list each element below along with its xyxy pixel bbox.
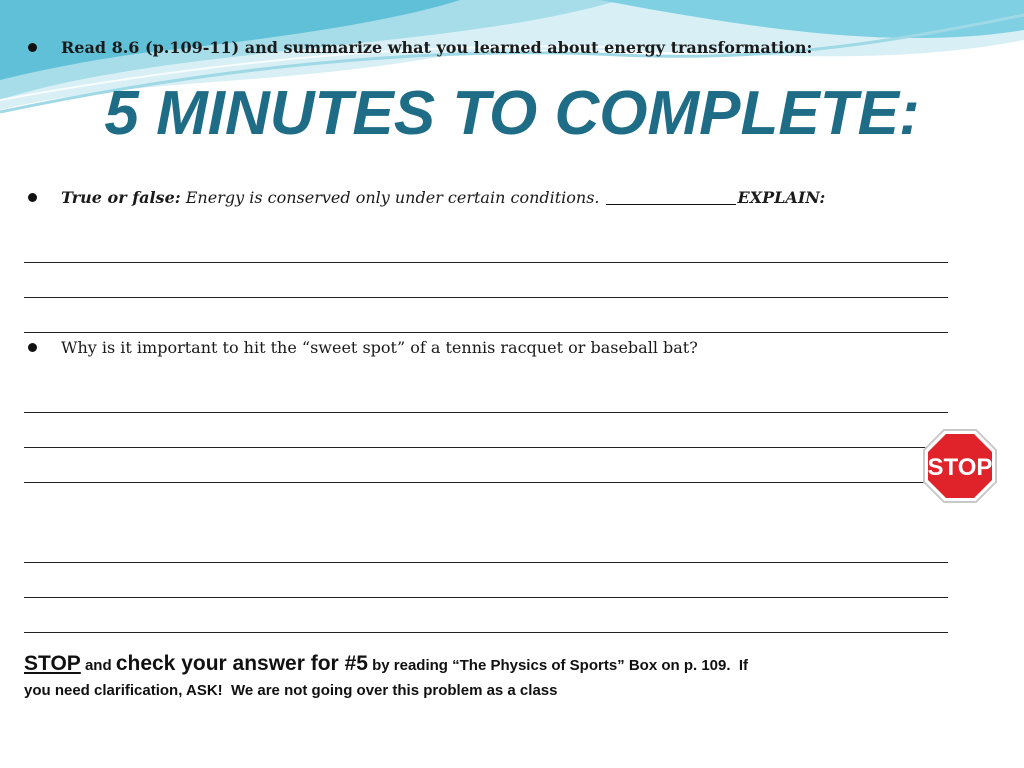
question-3 bbox=[24, 338, 954, 357]
answer-blank bbox=[606, 190, 736, 205]
explain-label: EXPLAIN: bbox=[737, 188, 826, 207]
worksheet bbox=[0, 165, 1024, 725]
true-false-label: True or false: bbox=[61, 188, 181, 207]
answer-line bbox=[24, 597, 948, 598]
answer-line bbox=[24, 262, 948, 263]
answer-line bbox=[24, 332, 948, 333]
footer-instructions bbox=[24, 650, 964, 702]
footer-line-2: you need clarification, ASK! We are not going over this problem as a class bbox=[24, 682, 558, 699]
stop-sign-icon bbox=[922, 428, 998, 504]
question-2 bbox=[24, 188, 954, 207]
answer-line bbox=[24, 562, 948, 563]
bullet-icon bbox=[28, 193, 37, 202]
bullet-icon bbox=[28, 343, 37, 352]
slide-title: 5 MINUTES TO COMPLETE: bbox=[104, 79, 920, 148]
question-3-text: Why is it important to hit the “sweet spot” of a tennis racquet or baseball bat? bbox=[61, 338, 698, 357]
footer-stop-word: STOP bbox=[24, 652, 81, 675]
answer-line bbox=[24, 412, 948, 413]
footer-line-1 bbox=[24, 650, 964, 680]
stop-sign-label: STOP bbox=[927, 454, 993, 481]
question-1-text: Read 8.6 (p.109-11) and summarize what you learned about energy transformation: bbox=[61, 38, 813, 57]
footer-rest: by reading “The Physics of Sports” Box on p. 109. If bbox=[367, 657, 749, 674]
question-1 bbox=[24, 38, 954, 57]
footer-check: check your answer for #5 bbox=[115, 652, 368, 675]
answer-line bbox=[24, 297, 948, 298]
footer-and: and bbox=[80, 657, 116, 674]
answer-line bbox=[24, 482, 948, 483]
answer-line bbox=[24, 632, 948, 633]
question-2-text: Energy is conserved only under certain conditions. bbox=[180, 188, 600, 207]
bullet-icon bbox=[28, 43, 37, 52]
answer-line bbox=[24, 447, 948, 448]
